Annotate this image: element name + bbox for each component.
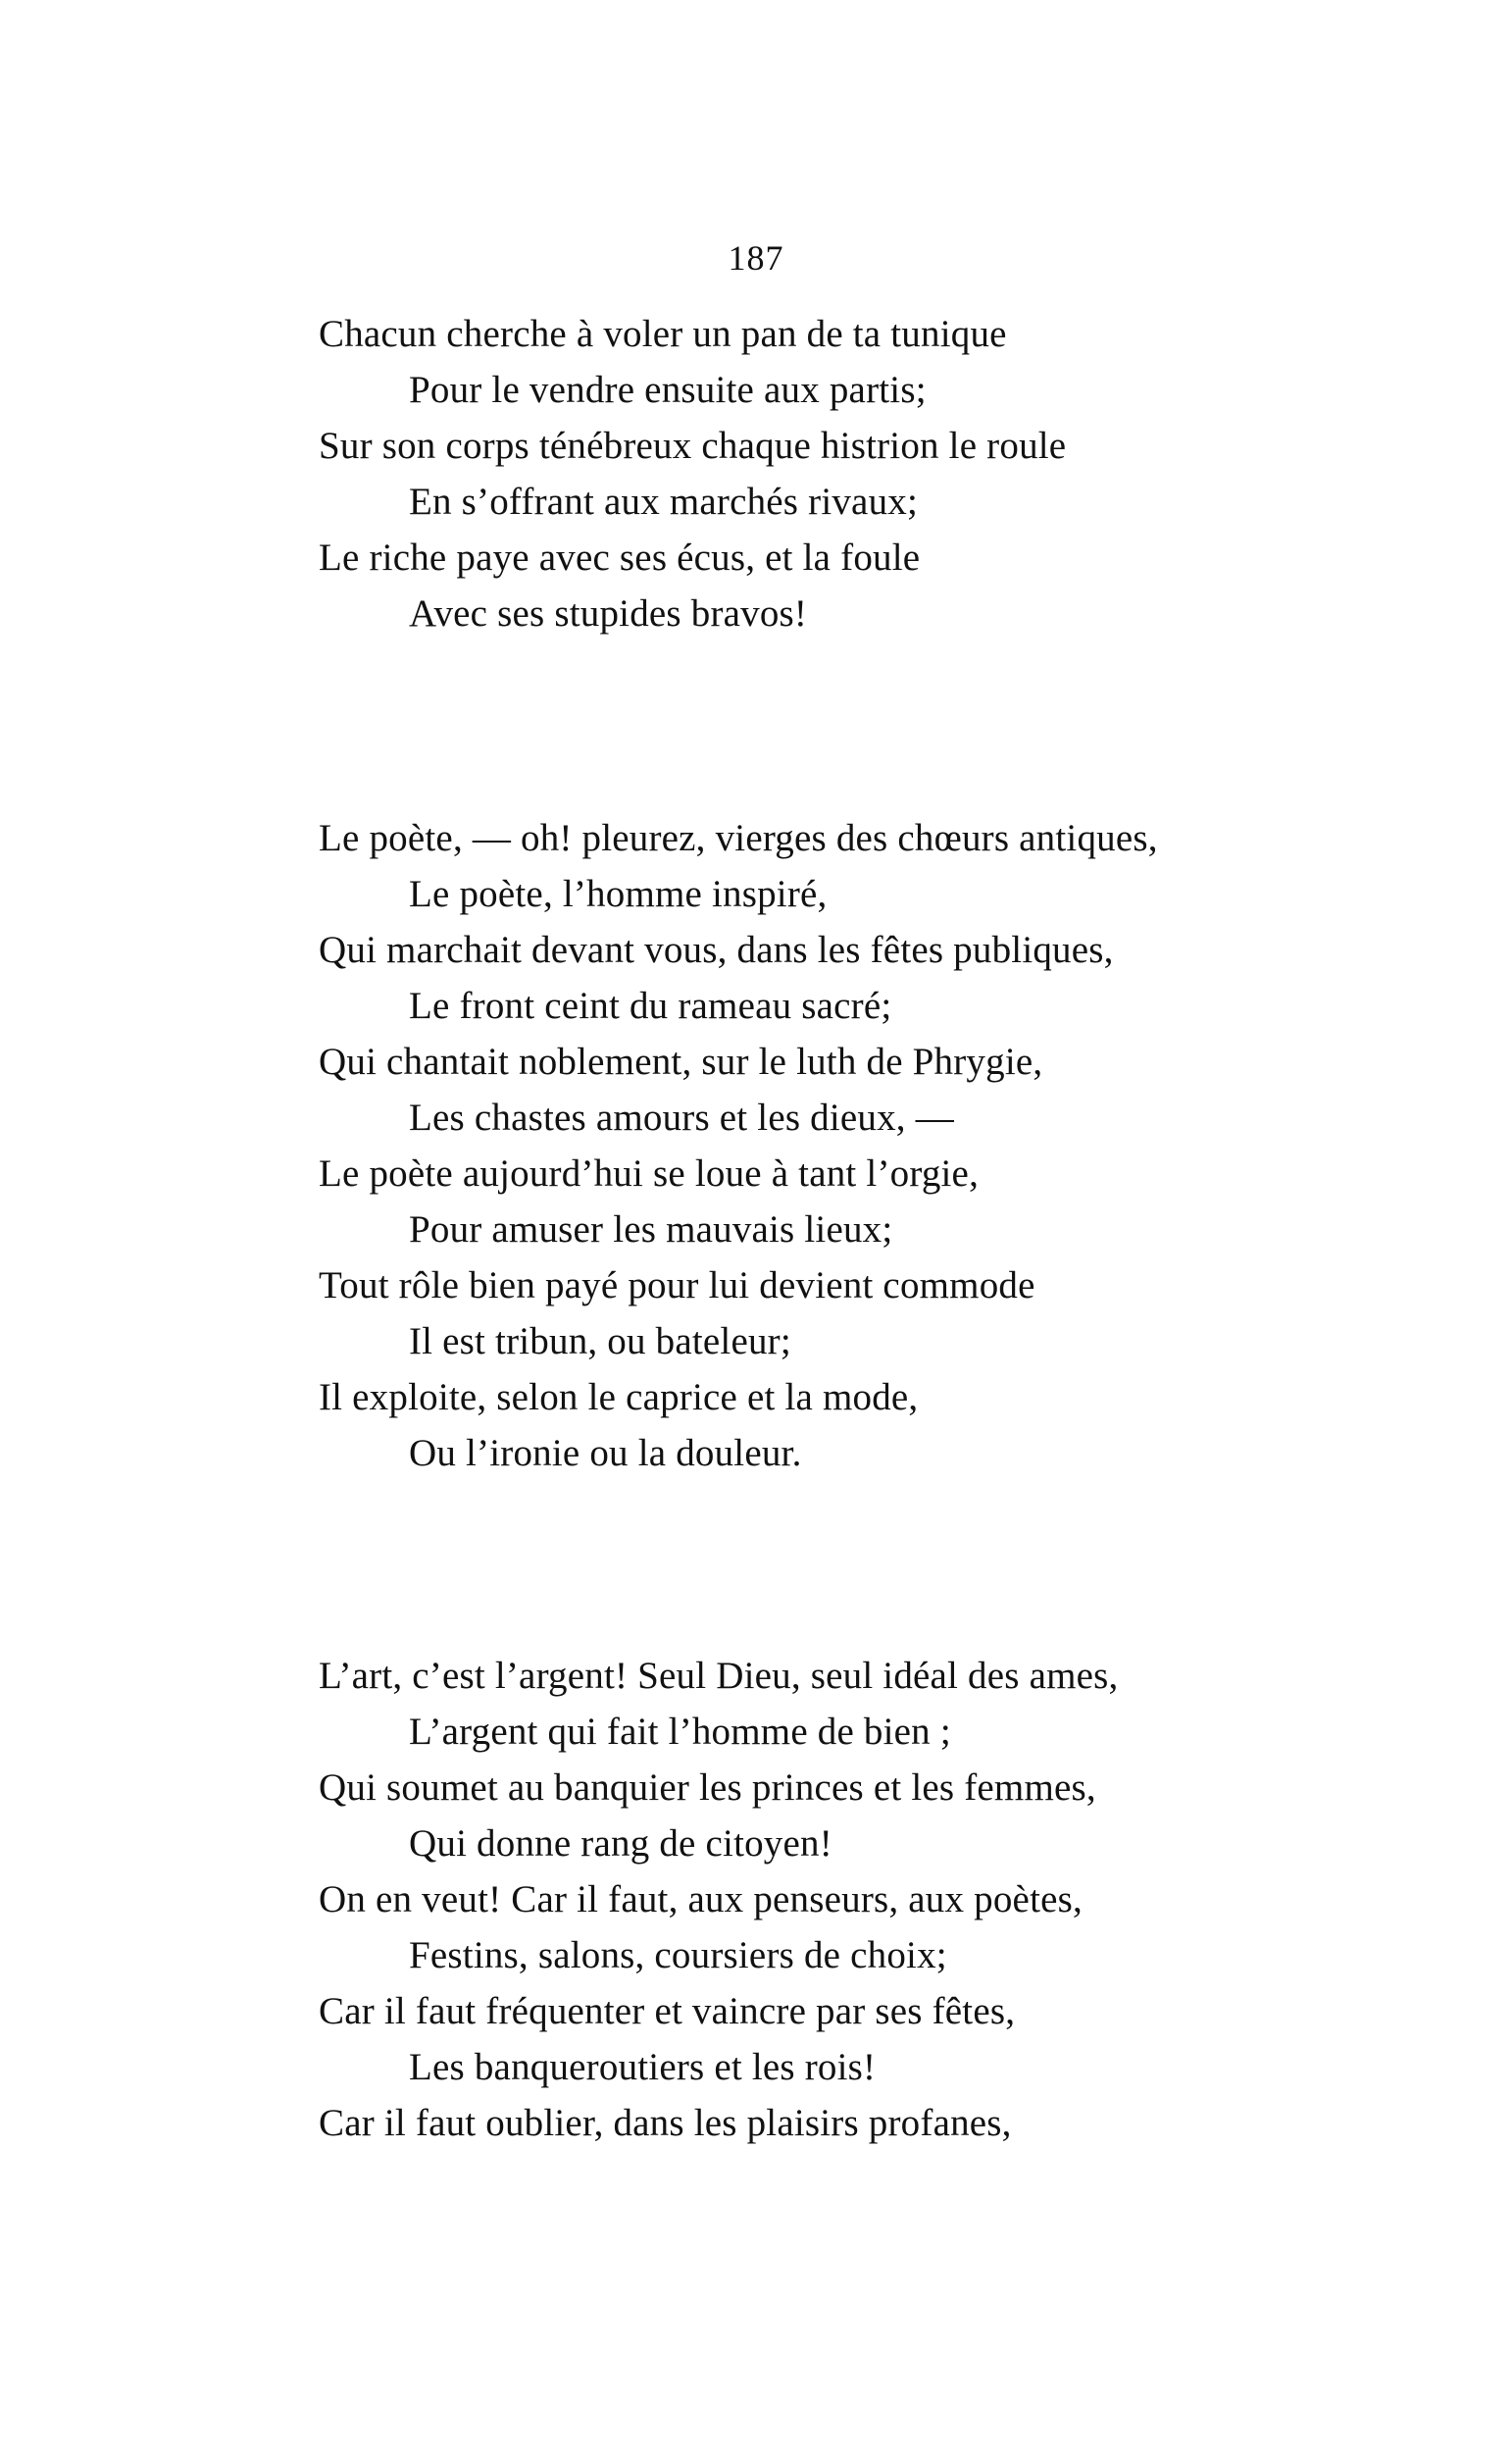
verse-line: Le riche paye avec ses écus, et la foule [319,537,921,579]
page-number: 187 [728,238,784,278]
verse-line: Sur son corps ténébreux chaque histrion le roule [319,425,1067,467]
verse-line: Festins, salons, coursiers de choix; [409,1934,947,1976]
verse-line: En s’offrant aux marchés rivaux; [409,481,918,523]
verse-line: Car il faut fréquenter et vaincre par ses fêtes, [319,1990,1016,2032]
verse-line: Chacun cherche à voler un pan de ta tunique [319,313,1007,355]
verse-line: Il est tribun, ou bateleur; [409,1320,791,1362]
verse-line: Car il faut oublier, dans les plaisirs profanes, [319,2102,1012,2144]
verse-line: L’art, c’est l’argent! Seul Dieu, seul idéal des ames, [319,1655,1119,1697]
verse-line: Le poète aujourd’hui se loue à tant l’orgie, [319,1152,980,1195]
verse-line: Les banqueroutiers et les rois! [409,2046,877,2088]
verse-line: Le poète, l’homme inspiré, [409,873,828,915]
verse-line: Pour le vendre ensuite aux partis; [409,369,927,411]
stanza-1 [319,306,1299,641]
verse-line: Qui soumet au banquier les princes et les femmes, [319,1766,1096,1809]
verse-line: Tout rôle bien payé pour lui devient commode [319,1264,1035,1306]
verse-line: Avec ses stupides bravos! [409,592,808,635]
verse-line: Les chastes amours et les dieux, — [409,1097,954,1139]
verse-line: On en veut! Car il faut, aux penseurs, aux poètes, [319,1878,1083,1920]
verse-line: Qui marchait devant vous, dans les fêtes publiques, [319,929,1114,971]
stanza-3 [319,1648,1299,2151]
verse-line: Le front ceint du rameau sacré; [409,985,892,1027]
verse-line: Pour amuser les mauvais lieux; [409,1208,893,1251]
verse-line: Le poète, — oh! pleurez, vierges des chœurs antiques, [319,817,1158,859]
verse-line: Qui chantait noblement, sur le luth de Phrygie, [319,1041,1043,1083]
verse-line: Ou l’ironie ou la douleur. [409,1432,802,1474]
verse-line: Qui donne rang de citoyen! [409,1822,832,1865]
verse-line: Il exploite, selon le caprice et la mode, [319,1376,919,1418]
verse-line: L’argent qui fait l’homme de bien ; [409,1711,951,1753]
stanza-2 [319,810,1299,1481]
